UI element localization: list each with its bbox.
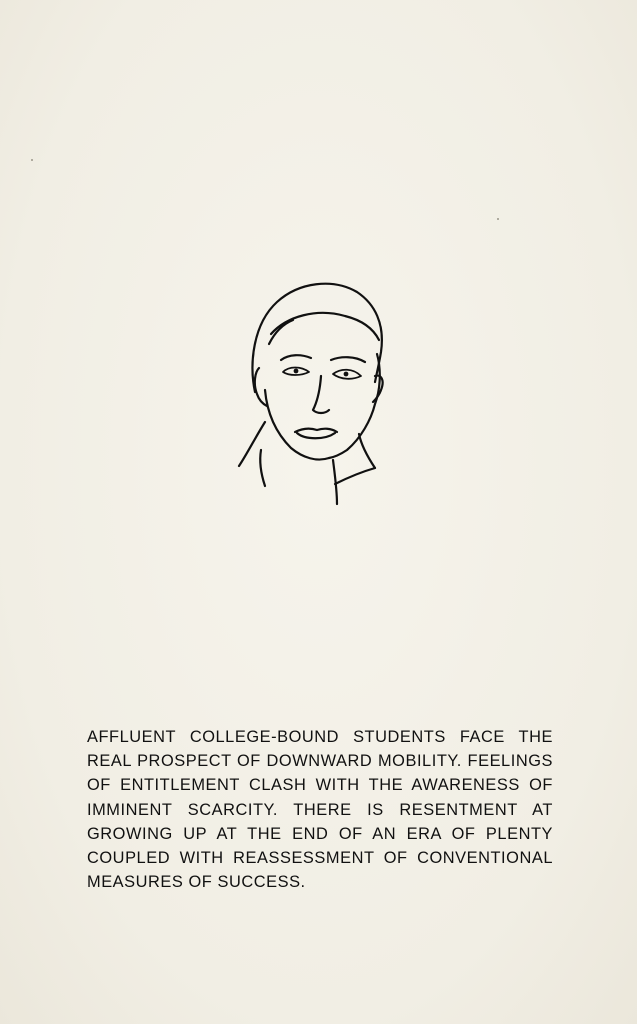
face-left-jaw bbox=[265, 390, 329, 460]
nose bbox=[313, 376, 329, 413]
collar-right-fold bbox=[335, 468, 375, 484]
paper-speck bbox=[497, 218, 499, 220]
right-pupil bbox=[344, 372, 349, 377]
right-eyebrow bbox=[331, 357, 365, 362]
portrait-illustration bbox=[225, 272, 400, 507]
neck-left-inner bbox=[260, 450, 265, 486]
face-right bbox=[329, 354, 380, 458]
neck-center bbox=[333, 460, 337, 504]
hair-fringe bbox=[271, 313, 379, 340]
upper-lip bbox=[295, 429, 337, 432]
lower-lip bbox=[297, 433, 335, 438]
collar-right bbox=[359, 434, 375, 468]
caption-text: AFFLUENT COLLEGE-BOUND STUDENTS FACE THE REAL PROSPECT OF DOWNWARD MOBILITY. FEELINGS OF ENTITLEMENT CLASH WITH THE AWARENESS OF IMMINENT SCARCITY. THERE IS RESENTMENT AT GROWING UP AT THE END OF AN ERA OF PLENTY COUPLED WITH REASSESSMENT OF CONVENTIONAL MEASURES OF SUCCESS. bbox=[87, 728, 553, 892]
face-left bbox=[255, 368, 267, 406]
left-eyebrow bbox=[281, 355, 311, 360]
paper-speck bbox=[31, 159, 33, 161]
left-pupil bbox=[294, 369, 299, 374]
